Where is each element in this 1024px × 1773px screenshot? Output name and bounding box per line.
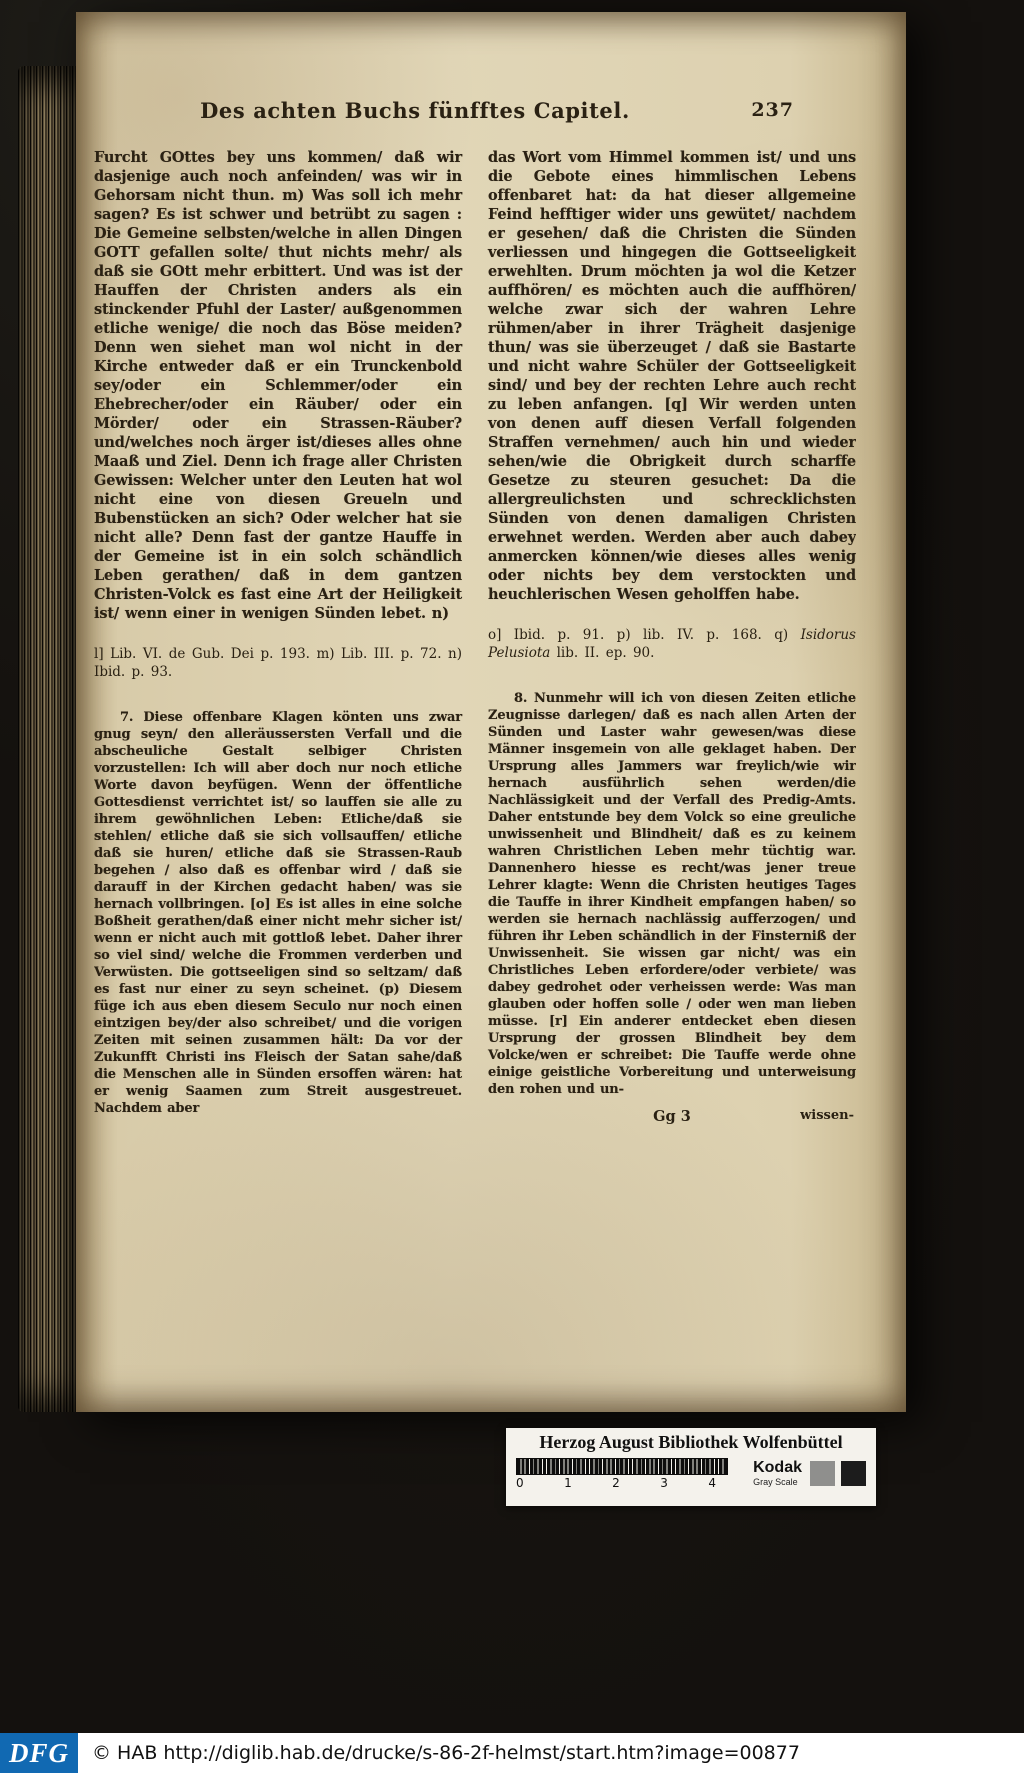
kodak-logo: Kodak: [753, 1459, 802, 1476]
scanned-book-page: [76, 12, 906, 1412]
right-paragraph-2: 8. Nunmehr will ich von diesen Zeiten etliche Zeugnisse darlegen/ daß es nach allen Arten der Sünden und Laster wahr gewesen/was diese Männer insgemein von alle geklaget haben. Der Ursprung alles Jammers war freylich/wie wir hernach ausführlich sehen werden/die Nachlässigkeit und der Verfall des Predig-Amts. Daher entstunde bey dem Volck so eine greuliche unwissenheit und Blindheit/ daß es zu keinem wahren Christlichen Leben mehr tüchtig war. Dannenhero hiesse es recht/was jener treue Lehrer klagte: Wenn die Christen heutiges Tages die Tauffe in ihrer Kindheit empfangen haben/ so werden sie hernach nachlässig aufferzogen/ und führen ihr Leben schändlich in der Finsterniß der Unwissenheit. Sie wissen gar nicht/ was ein Christliches Leben erfordere/oder verbiete/ was dabey gedrohet oder verheissen werde: Was man glauben oder hoffen solle / oder wen man lieben müsse. [r] Ein anderer entdecket eben diesen Ursprung der grossen Blindheit bey dem Volcke/wen er schreibet: Die Tauffe werde ohne einige geistliche Vorbereitung und unterweisung den rohen und un-: [488, 691, 856, 1097]
right-footnote: [488, 626, 856, 662]
left-paragraph-1: Furcht GOttes bey uns kommen/ daß wir dasjenige auch noch anfeinden/ was wir in Gehorsam nicht thun. m) Was soll ich mehr sagen? Es ist schwer und betrübt zu sagen : Die Gemeine selbsten/welche in allen Dingen GOTT gefallen solte/ thut nichts mehr/ als daß sie GOtt mehr erbittert. Und was ist der Hauffen der Christen anders als ein stinckender Pfuhl der Laster/ außgenommen etliche wenige/ die noch das Böse meiden? Denn wen siehet man wol nicht in der Kirche entweder daß er ein Trunckenbold sey/oder ein Schlemmer/oder ein Ehebrecher/oder ein Räuber/ oder ein Mörder/ oder ein Strassen-Räuber? und/welches noch ärger ist/dieses alles ohne Maaß und Ziel. Denn ich frage aller Christen Gewissen: Welcher unter den Leuten hat wol nicht eine von diesen Greueln und Bubenstücken an sich? Oder welcher hat sie nicht alle? Denn fast der gantze Hauffe in der Gemeine ist in ein solch schändlich Leben gerathen/ daß in dem gantzen Christen-Volck es fast eine Art der Heiligkeit ist/ wenn einer in wenigen Sünden lebet. n): [94, 149, 462, 622]
left-column: [94, 148, 462, 1352]
ruler-number: 2: [612, 1476, 620, 1490]
kodak-label: [753, 1460, 802, 1487]
attribution-bar: [0, 1733, 1024, 1773]
dfg-logo: [0, 1733, 78, 1773]
book-fore-edge: [18, 66, 76, 1412]
black-patch: [841, 1461, 866, 1486]
left-footnote: l] Lib. VI. de Gub. Dei p. 193. m) Lib. III. p. 72. n) Ibid. p. 93.: [94, 646, 462, 680]
footnote-tail: lib. II. ep. 90.: [550, 645, 655, 661]
signature-row: [488, 1108, 856, 1128]
ruler-number: 1: [564, 1476, 572, 1490]
gathering-signature: Gg 3: [653, 1108, 691, 1125]
source-url-link[interactable]: © HAB http://diglib.hab.de/drucke/s-86-2f-helmst/start.htm?image=00877: [92, 1742, 800, 1764]
kodak-subtitle: Gray Scale: [753, 1477, 798, 1487]
text-block: [94, 148, 856, 1352]
catchword: wissen-: [800, 1108, 854, 1123]
ruler-number: 3: [660, 1476, 668, 1490]
ruler-ticks: [516, 1458, 728, 1475]
grayscale-reference-card: [506, 1428, 876, 1506]
grayscale-row: [516, 1458, 866, 1490]
folio-number: 237: [751, 99, 794, 121]
dfg-logo-text: DFG: [8, 1737, 69, 1768]
right-paragraph-1: das Wort vom Himmel kommen ist/ und uns die Gebote eines himmlischen Lebens offenbaret hat: da hat dieser allgemeine Feind hefftiger wider uns gewütet/ nachdem er gesehen/ daß die Christen die Sünden verliessen und hingegen die Gottseeligkeit erwehlten. Drum möchten ja wol die Ketzer auffhören/ es möchten auch die auffhören/ welche zwar sich der wahren Lehre rühmen/aber in ihrer Trägheit dasjenige thun/ was sie überzeuget / daß sie Bastarte und nicht wahre Schüler der Gottseeligkeit sind/ und bey der rechten Lehre auch recht zu leben anfangen. [q] Wir werden unten von denen auff diesen Verfall folgenden Straffen vernehmen/ auch hin und wieder sehen/wie die Obrigkeit durch scharffe Gesetze zu steuren gesuchet: Da die allergreulichsten und schrecklichsten Sünden von denen damaligen Christen erwehnet werden. Werden aber auch dabey anmercken können/wie dieses alles wenig oder nichts bey dem verstockten und heuchlerischen Wesen geholffen habe.: [488, 149, 856, 603]
footnote-citation: Isidorus Pelusiota: [488, 627, 856, 661]
footnote-lead: o] Ibid. p. 91. p) lib. IV. p. 168. q): [488, 627, 801, 643]
left-paragraph-2: 7. Diese offenbare Klagen könten uns zwar gnug seyn/ den alleräussersten Verfall und die abscheuliche Gestalt selbiger Christen vorzustellen: Ich will aber doch nur noch etliche Worte davon beyfügen. Wenn der öffentliche Gottesdienst verrichtet ist/ so lauffen sie alle zu ihrem gewöhnlichen Leben: Etliche/daß sie stehlen/ etliche daß sie sich vollsauffen/ etliche daß sie huren/ etliche daß sie Strassen-Raub begehen / also daß es offenbar wird / daß sie darauff in der Kirchen gedacht haben/ was sie hernach vollbringen. [o] Es ist alles in eine solche Boßheit gerathen/daß einer nicht mehr sicher ist/ wenn er nicht auch mit gottloß lebet. Daher ihrer so viel sind/ welche die Frommen verderben und Verwüsten. Die gottseeligen sind so seltzam/ daß es fast nur einer zu seyn scheinet. (p) Diesem füge ich aus eben diesem Seculo nur noch einen eintzigen bey/der also schreibet/ und die vorigen Zeiten mit seinen zusammen hält: Da vor der Zukunfft Christi ins Fleisch der Satan sahe/daß die Menschen alle in Sünden ersoffen wären: hat er wenig Saamen zum Streit ausgestreuet. Nachdem aber: [94, 710, 462, 1116]
kodak-gray-scale: [753, 1460, 866, 1487]
measurement-ruler: [516, 1458, 728, 1490]
chapter-heading: Des achten Buchs fünfftes Capitel.: [200, 98, 630, 123]
gray-patch: [810, 1461, 835, 1486]
library-name: Herzog August Bibliothek Wolfenbüttel: [539, 1432, 843, 1452]
ruler-number: 0: [516, 1476, 524, 1490]
ruler-number: 4: [708, 1476, 716, 1490]
page-header: [94, 98, 856, 132]
ruler-numbers: [516, 1476, 716, 1490]
right-column: [488, 148, 856, 1352]
